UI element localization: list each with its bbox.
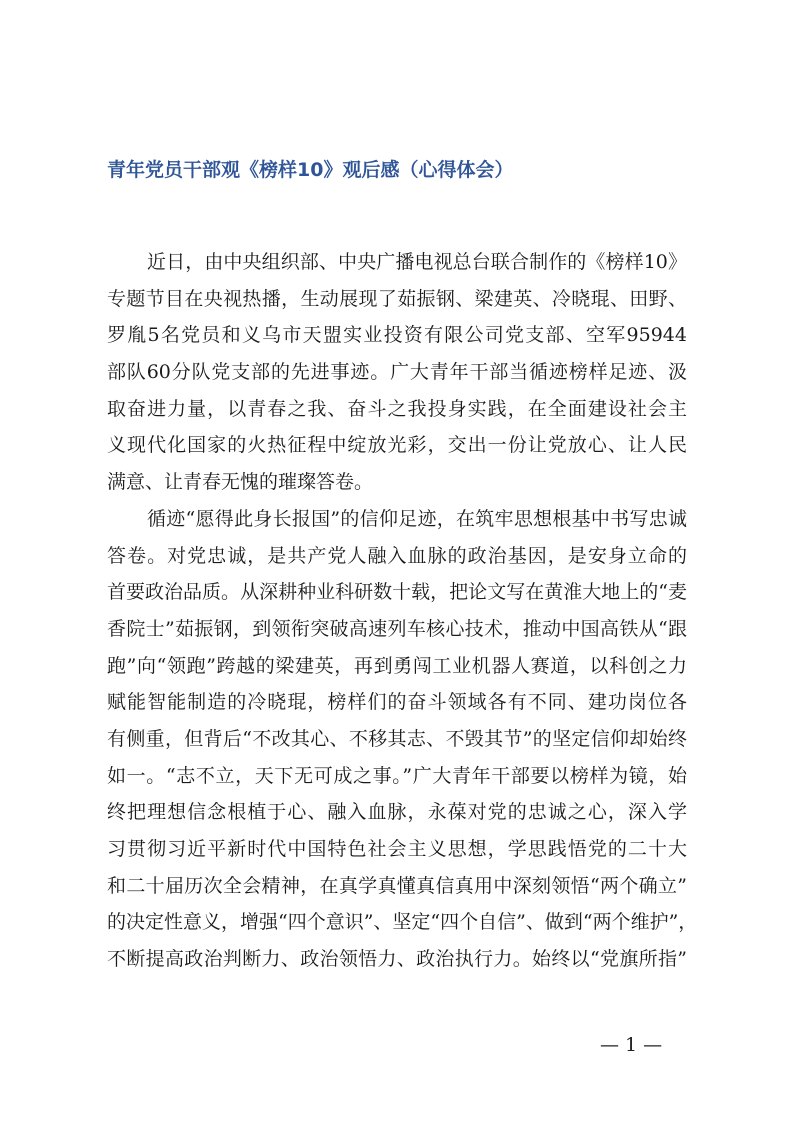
text-line: 答卷。对党忠诚，是共产党人融入血脉的政治基因，是安身立命的 (107, 544, 687, 567)
text-line: 满意、让青春无愧的璀璨答卷。 (107, 471, 374, 494)
text-line: 赋能智能制造的冷晓琨，榜样们的奋斗领域各有不同、建功岗位各 (107, 691, 687, 714)
text-line: 循迹“愿得此身长报国”的信仰足迹，在筑牢思想根基中书写忠诚 (147, 507, 687, 530)
paragraph (107, 244, 687, 501)
text-line: 如一。“志不立，天下无可成之事。”广大青年干部要以榜样为镜，始 (107, 764, 687, 787)
page-number: — 1 — (600, 1034, 663, 1056)
text-line: 取奋进力量，以青春之我、奋斗之我投身实践，在全面建设社会主 (107, 397, 687, 420)
text-line: 和二十届历次全会精神，在真学真懂真信真用中深刻领悟“两个确立” (107, 874, 687, 897)
text-line: 首要政治品质。从深耕种业科研数十载，把论文写在黄淮大地上的“麦 (107, 581, 687, 604)
document-title: 青年党员干部观《榜样10》观后感（心得体会） (107, 159, 514, 181)
text-line: 的决定性意义，增强“四个意识”、坚定“四个自信”、做到“两个维护”， (107, 911, 698, 934)
text-line: 有侧重，但背后“不改其心、不移其志、不毁其节”的坚定信仰却始终 (107, 727, 687, 750)
text-line: 香院士”茹振钢，到领衔突破高速列车核心技术，推动中国高铁从“跟 (107, 617, 687, 640)
text-line: 部队60分队党支部的先进事迹。广大青年干部当循迹榜样足迹、汲 (107, 361, 687, 384)
text-line: 专题节目在央视热播，生动展现了茹振钢、梁建英、冷晓琨、田野、 (107, 287, 687, 310)
paragraph (107, 501, 698, 978)
text-line: 跑”向“领跑”跨越的梁建英，再到勇闯工业机器人赛道，以科创之力 (107, 654, 687, 677)
text-line: 义现代化国家的火热征程中绽放光彩，交出一份让党放心、让人民 (107, 434, 687, 457)
text-line: 终把理想信念根植于心、融入血脉，永葆对党的忠诚之心，深入学 (107, 801, 687, 824)
text-line: 罗胤5名党员和义乌市天盟实业投资有限公司党支部、空军95944 (107, 324, 687, 347)
document-body (107, 244, 698, 978)
text-line: 近日，由中央组织部、中央广播电视总台联合制作的《榜样10》 (147, 251, 687, 273)
text-line: 不断提高政治判断力、政治领悟力、政治执行力。始终以“党旗所指” (107, 948, 687, 971)
text-line: 习贯彻习近平新时代中国特色社会主义思想，学思践悟党的二十大 (107, 838, 687, 860)
